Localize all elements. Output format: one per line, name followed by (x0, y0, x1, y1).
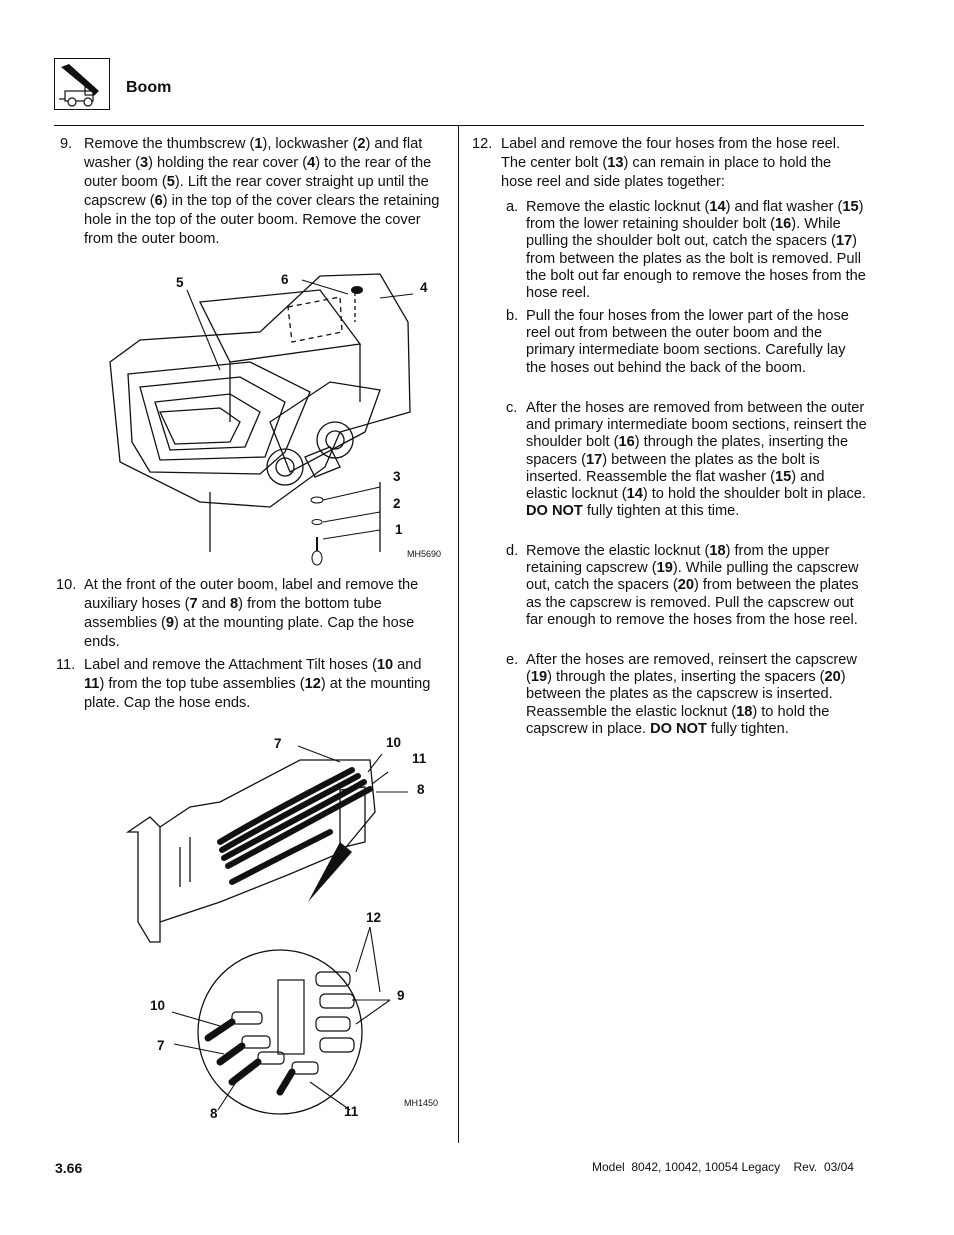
callout-10: 10 (386, 735, 402, 750)
bold-reference: 15 (775, 468, 792, 485)
callout-7-detail: 7 (157, 1038, 165, 1053)
callout-1: 1 (395, 522, 403, 537)
callout-9: 9 (397, 988, 405, 1003)
bold-reference: 10 (376, 657, 394, 673)
callout-8-detail: 8 (210, 1106, 218, 1121)
callout-3: 3 (393, 469, 401, 484)
bold-reference: 8 (230, 596, 239, 612)
column-divider (458, 125, 459, 1143)
bold-reference: 18 (709, 543, 726, 559)
figure-id: MH5690 (407, 549, 442, 559)
substep-text: After the hoses are removed from between the outer and primary intermediate boom sections, reinsert the shoulder bolt (16) through the plates, inserting the spacers (17) between the plates as the bolt is inserted. Reassemble the flat washer (15) and elastic locknut (14) to hold the shoulder bolt in place. DO NOT fully tighten at this time. (526, 400, 867, 520)
callout-7: 7 (274, 736, 282, 751)
section-logo (54, 58, 110, 110)
bold-reference: 2 (357, 136, 366, 152)
figure-hose-mounting (120, 732, 450, 1122)
substep-text: Remove the elastic locknut (18) from the upper retaining capscrew (19). While pulling the capscrew out, catch the spacers (20) from between the plates as the capscrew is removed. Pull the capscrew out far enough to remove the hoses from the hose reel. (526, 543, 859, 628)
bold-reference: 4 (307, 155, 316, 171)
bold-reference: 15 (842, 199, 859, 215)
bold-reference: 9 (165, 615, 175, 631)
model-info: Model 8042, 10042, 10054 Legacy Rev. 03/04 (592, 1160, 854, 1174)
substep-letter: d. (506, 543, 519, 559)
bold-reference: 13 (607, 155, 624, 171)
substep-letter: a. (506, 199, 519, 215)
header-rule (54, 125, 864, 126)
bold-reference: 11 (84, 676, 100, 692)
substep-c (506, 400, 868, 538)
callout-10-detail: 10 (150, 998, 166, 1013)
bold-reference: DO NOT (526, 503, 583, 520)
step-text: Label and remove the Attachment Tilt hoses (10 and 11) from the top tube assemblies (12) at the mounting plate. Cap the hose ends. (84, 657, 431, 711)
bold-reference: 14 (709, 199, 726, 215)
callout-11: 11 (412, 751, 427, 766)
substep-text: After the hoses are removed, reinsert the capscrew (19) through the plates, inserting the spacers (20) between the plates as the capscrew is inserted. Reassemble the elastic locknut (18) to hold the capscrew in place. DO NOT fully tighten. (526, 652, 857, 737)
step-number: 10. (56, 577, 77, 593)
step-10 (56, 576, 446, 652)
bold-reference: 7 (189, 596, 198, 612)
step-number: 9. (60, 136, 73, 152)
bold-reference: 17 (835, 233, 853, 250)
bold-reference: 3 (139, 155, 149, 171)
bold-reference: 19 (656, 560, 673, 577)
bold-reference: 20 (677, 577, 694, 594)
bold-reference: 19 (530, 669, 548, 686)
callout-2: 2 (393, 496, 401, 511)
bold-reference: 12 (304, 676, 321, 692)
callout-5: 5 (176, 275, 184, 290)
bold-reference: 16 (618, 434, 635, 451)
bold-reference: 17 (586, 451, 603, 468)
section-title: Boom (126, 79, 172, 96)
substep-e (506, 652, 868, 756)
step-9 (60, 135, 445, 250)
callout-11-detail: 11 (344, 1104, 359, 1119)
bold-reference: 5 (166, 174, 175, 190)
substep-a (506, 199, 868, 303)
boom-forklift-icon (55, 59, 108, 108)
step-number: 11. (56, 657, 76, 673)
substep-letter: e. (506, 652, 519, 668)
bold-reference: DO NOT (650, 720, 707, 737)
callout-4: 4 (420, 280, 428, 295)
callout-12: 12 (366, 910, 382, 925)
bold-reference: 1 (254, 136, 263, 152)
substep-d (506, 543, 868, 647)
bold-reference: 16 (775, 216, 792, 233)
step-11 (56, 656, 446, 713)
bold-reference: 20 (824, 669, 841, 686)
step-text: Label and remove the four hoses from the hose reel. The center bolt (13) can remain in place to hold the hose reel and side plates together: (501, 136, 841, 190)
step-12 (472, 135, 864, 193)
substep-text: Remove the elastic locknut (14) and flat washer (15) from the lower retaining shoulder bolt (16). While pulling the shoulder bolt out, catch the spacers (17) from between the plates as the bolt is removed. Pull the bolt out far enough to remove the hoses from the hose reel. (526, 199, 866, 302)
substep-b (506, 308, 868, 396)
step-number: 12. (472, 136, 493, 152)
substep-letter: c. (506, 400, 518, 416)
bold-reference: 18 (736, 703, 753, 720)
callout-6: 6 (281, 272, 289, 287)
bold-reference: 14 (626, 486, 643, 503)
callout-8: 8 (417, 782, 425, 797)
page-number: 3.66 (55, 1160, 83, 1176)
figure-boom-rear-cover (80, 262, 450, 572)
substep-letter: b. (506, 308, 519, 324)
step-text: Remove the thumbscrew (1), lockwasher (2) and flat washer (3) holding the rear cover (4) to the rear of the outer boom (5). Lift the rear cover straight up until the capscrew (6) in the top of the cover clears the retaining hole in the top of the outer boom. Remove the cover from the outer boom. (84, 136, 440, 247)
substep-text: Pull the four hoses from the lower part of the hose reel out from between the outer boom and the primary intermediate boom sections. Carefully lay the hoses out behind the back of the boom. (526, 308, 849, 376)
figure-id: MH1450 (404, 1098, 439, 1108)
step-text: At the front of the outer boom, label and remove the auxiliary hoses (7 and 8) from the bottom tube assemblies (9) at the mounting plate. Cap the hose ends. (84, 577, 419, 650)
bold-reference: 6 (154, 193, 163, 209)
